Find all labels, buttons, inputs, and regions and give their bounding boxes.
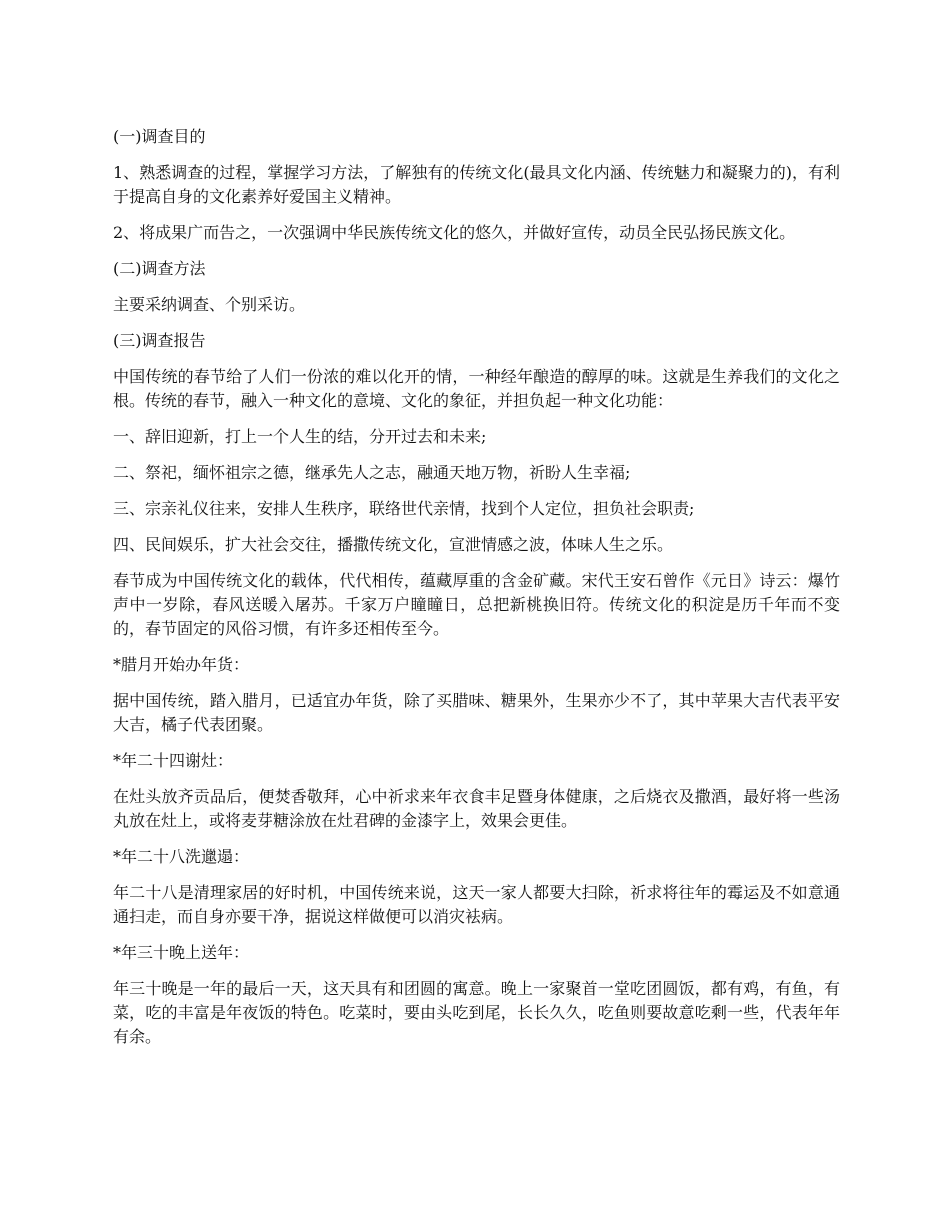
function-item-2: 二、祭祀，缅怀祖宗之德，继承先人之志，融通天地万物，祈盼人生幸福; bbox=[113, 463, 631, 482]
house-cleaning-text: 年二十八是清理家居的好时机，中国传统来说，这天一家人都要大扫除，祈求将往年的霉运及不如意通通扫走，而自身亦要干净，据说这样做便可以消灾袪病。 bbox=[113, 883, 840, 926]
function-item-3: 三、宗亲礼仪往来，安排人生秩序，联络世代亲情，找到个人定位，担负社会职责; bbox=[113, 499, 695, 518]
document-page bbox=[113, 125, 840, 1061]
purpose-item-2: 2、将成果广而告之，一次强调中华民族传统文化的悠久，并做好宣传，动员全民弘扬民族文化。 bbox=[113, 223, 796, 242]
spring-festival-carrier-text: 春节成为中国传统文化的载体，代代相传，蕴藏厚重的含金矿藏。宋代王安石曾作《元日》诗云：爆竹声中一岁除，春风送暖入屠苏。千家万户瞳瞳日，总把新桃换旧符。传统文化的积淀是历千年而不变的，春节固定的风俗习惯，有许多还相传至今。 bbox=[113, 571, 840, 638]
survey-method-text: 主要采纳调查、个别采访。 bbox=[113, 295, 306, 314]
heading-new-year-eve: *年三十晚上送年： bbox=[113, 943, 250, 962]
heading-house-cleaning: *年二十八洗邋遢： bbox=[113, 847, 250, 866]
new-year-eve-text: 年三十晚是一年的最后一天，这天具有和团圆的寓意。晚上一家聚首一堂吃团圆饭，都有鸡，有鱼，有菜，吃的丰富是年夜饭的特色。吃菜时，要由头吃到尾，长长久久，吃鱼则要故意吃剩一些，代表年年有余。 bbox=[113, 979, 840, 1046]
function-item-4: 四、民间娱乐，扩大社会交往，播撒传统文化，宣泄情感之波，体味人生之乐。 bbox=[113, 535, 674, 554]
kitchen-god-text: 在灶头放齐贡品后，便焚香敬拜，心中祈求来年衣食丰足暨身体健康，之后烧衣及撒酒，最好将一些汤丸放在灶上，或将麦芽糖涂放在灶君碑的金漆字上，效果会更佳。 bbox=[113, 787, 840, 830]
purpose-item-1: 1、熟悉调查的过程，掌握学习方法，了解独有的传统文化(最具文化内涵、传统魅力和凝聚力的)，有利于提高自身的文化素养好爱国主义精神。 bbox=[113, 163, 840, 206]
heading-survey-purpose: (一)调查目的 bbox=[113, 127, 206, 146]
heading-new-year-goods: *腊月开始办年货： bbox=[113, 655, 250, 674]
function-item-1: 一、辞旧迎新，打上一个人生的结，分开过去和未来; bbox=[113, 427, 487, 446]
new-year-goods-text: 据中国传统，踏入腊月，已适宜办年货，除了买腊味、糖果外，生果亦少不了，其中苹果大吉代表平安大吉，橘子代表团聚。 bbox=[113, 691, 840, 734]
heading-survey-report: (三)调查报告 bbox=[113, 331, 206, 350]
heading-survey-method: (二)调查方法 bbox=[113, 259, 206, 278]
report-intro: 中国传统的春节给了人们一份浓的难以化开的情，一种经年酿造的醇厚的味。这就是生养我们的文化之根。传统的春节，融入一种文化的意境、文化的象征，并担负起一种文化功能： bbox=[113, 367, 840, 410]
heading-kitchen-god: *年二十四谢灶： bbox=[113, 751, 234, 770]
